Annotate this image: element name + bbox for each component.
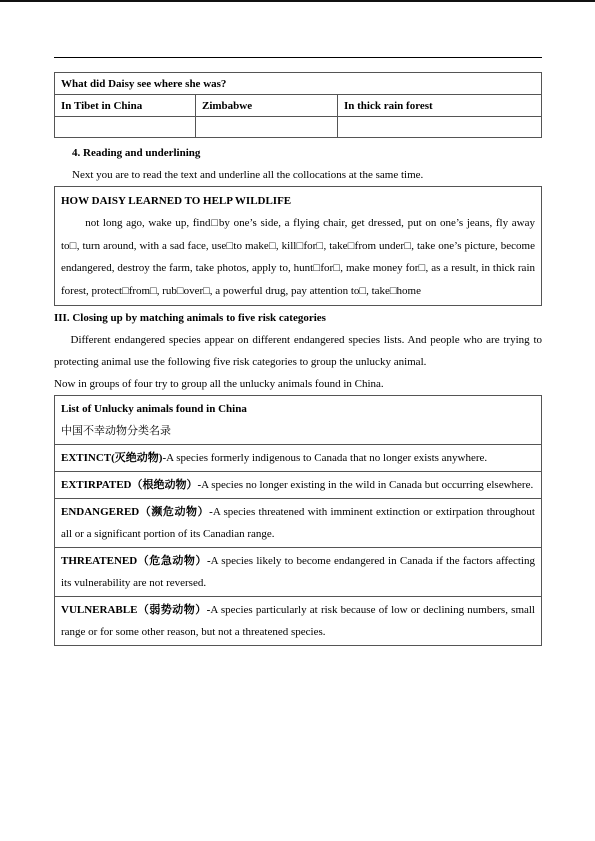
risk-description: A species threatened with imminent extinction or extirpation throughout all or a significant portion of its Canadian range. bbox=[61, 506, 535, 540]
risk-description: A species particularly at risk because of low or declining numbers, small range or for some other reason, but not a threatened species. bbox=[61, 604, 535, 638]
section-3-paragraph: Different endangered species appear on different endangered species lists. And people who are trying to protecting animal use the following five risk categories to group the unlucky animal. bbox=[54, 334, 542, 368]
section-3-instruction: Now in groups of four try to group all the unlucky animals found in China. bbox=[54, 378, 384, 390]
risk-term: EXTINCT(灭绝动物)- bbox=[61, 452, 167, 464]
risk-term: ENDANGERED（濒危动物）- bbox=[61, 506, 213, 518]
section-4-instruction: Next you are to read the text and underline all the collocations at the same time. bbox=[72, 169, 424, 181]
passage-text: not long ago, wake up, find□by one’s side, a flying chair, get dressed, put on one’s jeans, fly away to□, turn around, with a sad face, use□to make□, kill□for□, take□from under□, take one’s picture, become endangered, destroy the farm, take photos, apply to, hunt□for□, make money for□, as a result, in thick rain forest, protect□from□, rub□over□, a powerful drug, pay attention to□, take□home bbox=[61, 217, 535, 297]
column-zimbabwe: Zimbabwe bbox=[196, 95, 338, 117]
risk-description: A species formerly indigenous to Canada that no longer exists anywhere. bbox=[166, 452, 488, 464]
answer-cell-rain-forest[interactable] bbox=[338, 117, 542, 138]
section-3-heading: III. Closing up by matching animals to five risk categories bbox=[54, 312, 326, 324]
answer-cell-tibet[interactable] bbox=[55, 117, 196, 138]
section-4-heading: 4. Reading and underlining bbox=[72, 147, 201, 159]
risk-row-extinct bbox=[55, 445, 542, 472]
table-header: What did Daisy see where she was? bbox=[55, 73, 542, 95]
daisy-locations-table bbox=[54, 72, 542, 138]
header-rule bbox=[54, 57, 542, 58]
answer-cell-zimbabwe[interactable] bbox=[196, 117, 338, 138]
risk-description: A species no longer existing in the wild in Canada but occurring elsewhere. bbox=[201, 479, 534, 491]
reading-passage-box bbox=[54, 186, 542, 306]
top-border-line bbox=[0, 0, 595, 2]
risk-row-threatened bbox=[55, 548, 542, 597]
passage-title: HOW DAISY LEARNED TO HELP WILDLIFE bbox=[61, 195, 292, 207]
risk-categories-table bbox=[54, 395, 542, 646]
risk-table-title-chinese: 中国不幸动物分类名录 bbox=[61, 425, 171, 437]
column-tibet: In Tibet in China bbox=[55, 95, 196, 117]
risk-term: EXTIRPATED（根绝动物）- bbox=[61, 479, 202, 491]
worksheet-content bbox=[54, 72, 542, 646]
risk-row-vulnerable bbox=[55, 597, 542, 646]
risk-row-endangered bbox=[55, 499, 542, 548]
column-rain-forest: In thick rain forest bbox=[338, 95, 542, 117]
risk-term: THREATENED（危急动物）- bbox=[61, 555, 211, 567]
risk-term: VULNERABLE（弱势动物）- bbox=[61, 604, 211, 616]
risk-description: A species likely to become endangered in Canada if the factors affecting its vulnerability are not reversed. bbox=[61, 555, 535, 589]
risk-table-title: List of Unlucky animals found in China bbox=[61, 403, 247, 415]
risk-row-extirpated bbox=[55, 472, 542, 499]
